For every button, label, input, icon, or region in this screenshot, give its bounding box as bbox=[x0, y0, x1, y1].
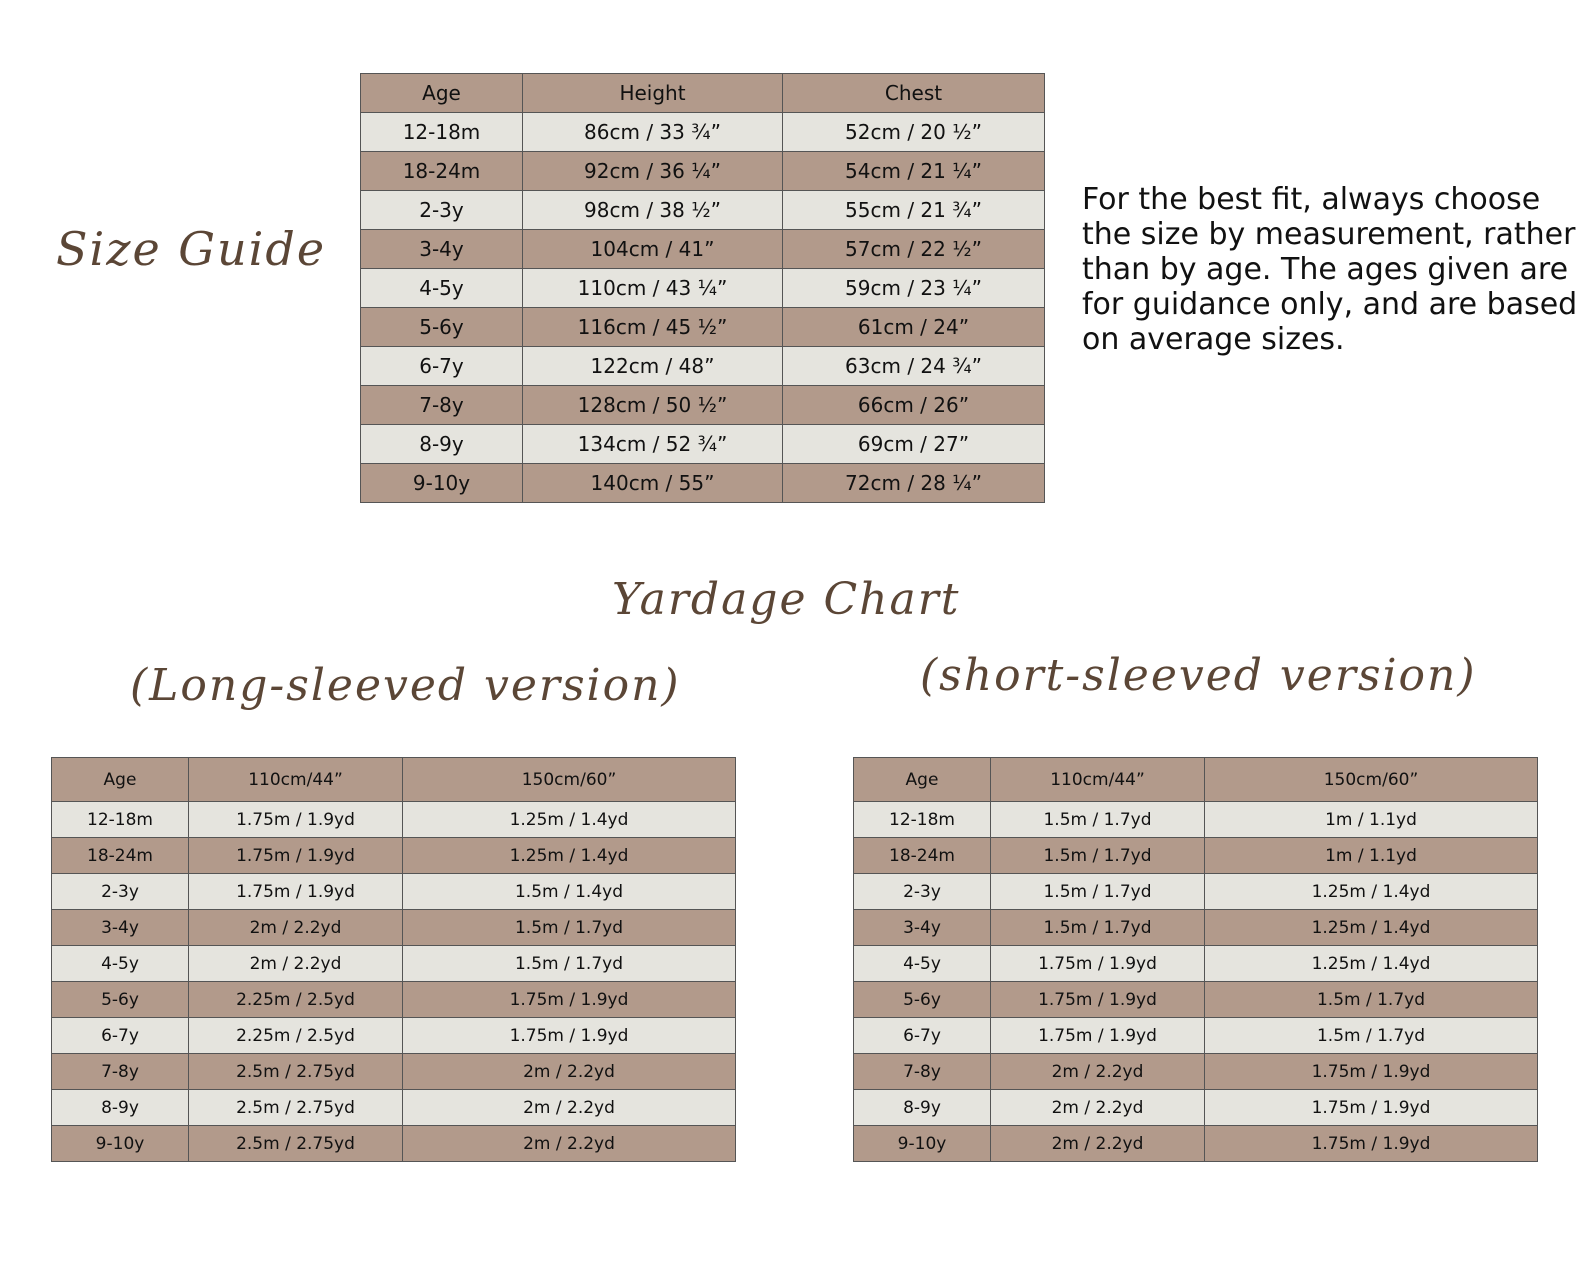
age-cell: 18-24m bbox=[854, 838, 991, 874]
age-cell: 5-6y bbox=[52, 982, 189, 1018]
value-cell: 1.5m / 1.7yd bbox=[403, 946, 736, 982]
header-age: Age bbox=[52, 758, 189, 802]
value-cell: 1.75m / 1.9yd bbox=[189, 802, 403, 838]
age-cell: 3-4y bbox=[52, 910, 189, 946]
table-row bbox=[361, 464, 1045, 503]
header-chest: Chest bbox=[783, 74, 1045, 113]
age-cell: 4-5y bbox=[854, 946, 991, 982]
value-cell: 2m / 2.2yd bbox=[991, 1126, 1205, 1162]
age-cell: 3-4y bbox=[854, 910, 991, 946]
header-height: Height bbox=[523, 74, 783, 113]
value-cell: 98cm / 38 ½” bbox=[523, 191, 783, 230]
long-sleeved-title: (Long-sleeved version) bbox=[130, 660, 681, 711]
table-row bbox=[361, 113, 1045, 152]
value-cell: 134cm / 52 ¾” bbox=[523, 425, 783, 464]
table-row bbox=[52, 802, 736, 838]
age-cell: 6-7y bbox=[854, 1018, 991, 1054]
table-row bbox=[361, 425, 1045, 464]
size-guide-title: Size Guide bbox=[56, 222, 327, 276]
age-cell: 2-3y bbox=[52, 874, 189, 910]
value-cell: 61cm / 24” bbox=[783, 308, 1045, 347]
value-cell: 1.5m / 1.7yd bbox=[991, 910, 1205, 946]
value-cell: 140cm / 55” bbox=[523, 464, 783, 503]
value-cell: 1.25m / 1.4yd bbox=[1205, 874, 1538, 910]
value-cell: 1.25m / 1.4yd bbox=[1205, 946, 1538, 982]
age-cell: 8-9y bbox=[854, 1090, 991, 1126]
table-row bbox=[52, 946, 736, 982]
table-row bbox=[854, 838, 1538, 874]
age-cell: 12-18m bbox=[854, 802, 991, 838]
age-cell: 2-3y bbox=[854, 874, 991, 910]
value-cell: 1m / 1.1yd bbox=[1205, 838, 1538, 874]
value-cell: 1.75m / 1.9yd bbox=[189, 838, 403, 874]
table-row bbox=[854, 1054, 1538, 1090]
table-row bbox=[361, 191, 1045, 230]
age-cell: 8-9y bbox=[52, 1090, 189, 1126]
header-age: Age bbox=[854, 758, 991, 802]
table-row bbox=[52, 1054, 736, 1090]
age-cell: 5-6y bbox=[361, 308, 523, 347]
value-cell: 1.75m / 1.9yd bbox=[991, 946, 1205, 982]
value-cell: 1.75m / 1.9yd bbox=[991, 982, 1205, 1018]
value-cell: 1.25m / 1.4yd bbox=[403, 838, 736, 874]
value-cell: 1.5m / 1.7yd bbox=[991, 802, 1205, 838]
value-cell: 1.75m / 1.9yd bbox=[991, 1018, 1205, 1054]
size-guide-table bbox=[360, 73, 1045, 503]
table-header-row bbox=[361, 74, 1045, 113]
short-sleeved-yardage-table bbox=[853, 757, 1538, 1162]
age-cell: 7-8y bbox=[361, 386, 523, 425]
value-cell: 122cm / 48” bbox=[523, 347, 783, 386]
value-cell: 116cm / 45 ½” bbox=[523, 308, 783, 347]
age-cell: 2-3y bbox=[361, 191, 523, 230]
value-cell: 104cm / 41” bbox=[523, 230, 783, 269]
table-row bbox=[854, 802, 1538, 838]
table-row bbox=[854, 982, 1538, 1018]
age-cell: 6-7y bbox=[52, 1018, 189, 1054]
table-row bbox=[52, 1018, 736, 1054]
table-row bbox=[361, 308, 1045, 347]
long-sleeved-yardage-table bbox=[51, 757, 736, 1162]
value-cell: 63cm / 24 ¾” bbox=[783, 347, 1045, 386]
header-110cm: 110cm/44” bbox=[189, 758, 403, 802]
value-cell: 1.75m / 1.9yd bbox=[403, 982, 736, 1018]
table-row bbox=[854, 1018, 1538, 1054]
value-cell: 52cm / 20 ½” bbox=[783, 113, 1045, 152]
value-cell: 55cm / 21 ¾” bbox=[783, 191, 1045, 230]
age-cell: 18-24m bbox=[52, 838, 189, 874]
age-cell: 12-18m bbox=[361, 113, 523, 152]
value-cell: 1.5m / 1.7yd bbox=[1205, 1018, 1538, 1054]
fit-note: For the best fit, always choose the size by measurement, rather than by age. The ages given are for guidance only, and are based on average sizes. bbox=[1082, 182, 1578, 357]
value-cell: 1.25m / 1.4yd bbox=[1205, 910, 1538, 946]
value-cell: 2m / 2.2yd bbox=[991, 1090, 1205, 1126]
value-cell: 59cm / 23 ¼” bbox=[783, 269, 1045, 308]
table-row bbox=[854, 1126, 1538, 1162]
value-cell: 2m / 2.2yd bbox=[403, 1054, 736, 1090]
value-cell: 2m / 2.2yd bbox=[403, 1126, 736, 1162]
table-row bbox=[52, 910, 736, 946]
value-cell: 1.5m / 1.7yd bbox=[1205, 982, 1538, 1018]
header-110cm: 110cm/44” bbox=[991, 758, 1205, 802]
age-cell: 4-5y bbox=[361, 269, 523, 308]
value-cell: 1.5m / 1.7yd bbox=[991, 838, 1205, 874]
value-cell: 1.75m / 1.9yd bbox=[403, 1018, 736, 1054]
table-row bbox=[52, 982, 736, 1018]
table-row bbox=[361, 386, 1045, 425]
table-row bbox=[361, 269, 1045, 308]
value-cell: 1.75m / 1.9yd bbox=[1205, 1054, 1538, 1090]
short-sleeved-title: (short-sleeved version) bbox=[920, 650, 1477, 701]
value-cell: 1.75m / 1.9yd bbox=[1205, 1090, 1538, 1126]
age-cell: 7-8y bbox=[52, 1054, 189, 1090]
value-cell: 2m / 2.2yd bbox=[991, 1054, 1205, 1090]
table-row bbox=[361, 230, 1045, 269]
age-cell: 6-7y bbox=[361, 347, 523, 386]
table-row bbox=[361, 347, 1045, 386]
age-cell: 9-10y bbox=[361, 464, 523, 503]
age-cell: 8-9y bbox=[361, 425, 523, 464]
table-header-row bbox=[52, 758, 736, 802]
value-cell: 2m / 2.2yd bbox=[189, 910, 403, 946]
table-row bbox=[52, 874, 736, 910]
value-cell: 110cm / 43 ¼” bbox=[523, 269, 783, 308]
table-row bbox=[52, 1090, 736, 1126]
table-row bbox=[854, 874, 1538, 910]
value-cell: 1.5m / 1.4yd bbox=[403, 874, 736, 910]
value-cell: 54cm / 21 ¼” bbox=[783, 152, 1045, 191]
header-150cm: 150cm/60” bbox=[1205, 758, 1538, 802]
age-cell: 4-5y bbox=[52, 946, 189, 982]
header-150cm: 150cm/60” bbox=[403, 758, 736, 802]
age-cell: 3-4y bbox=[361, 230, 523, 269]
value-cell: 128cm / 50 ½” bbox=[523, 386, 783, 425]
age-cell: 7-8y bbox=[854, 1054, 991, 1090]
value-cell: 1.25m / 1.4yd bbox=[403, 802, 736, 838]
value-cell: 2.25m / 2.5yd bbox=[189, 1018, 403, 1054]
header-age: Age bbox=[361, 74, 523, 113]
age-cell: 18-24m bbox=[361, 152, 523, 191]
value-cell: 92cm / 36 ¼” bbox=[523, 152, 783, 191]
age-cell: 9-10y bbox=[854, 1126, 991, 1162]
value-cell: 2m / 2.2yd bbox=[403, 1090, 736, 1126]
table-row bbox=[854, 910, 1538, 946]
value-cell: 1.5m / 1.7yd bbox=[403, 910, 736, 946]
age-cell: 5-6y bbox=[854, 982, 991, 1018]
value-cell: 1.5m / 1.7yd bbox=[991, 874, 1205, 910]
value-cell: 1.75m / 1.9yd bbox=[1205, 1126, 1538, 1162]
value-cell: 86cm / 33 ¾” bbox=[523, 113, 783, 152]
table-row bbox=[854, 946, 1538, 982]
value-cell: 2.5m / 2.75yd bbox=[189, 1126, 403, 1162]
value-cell: 66cm / 26” bbox=[783, 386, 1045, 425]
table-row bbox=[361, 152, 1045, 191]
value-cell: 2m / 2.2yd bbox=[189, 946, 403, 982]
value-cell: 1m / 1.1yd bbox=[1205, 802, 1538, 838]
value-cell: 2.5m / 2.75yd bbox=[189, 1054, 403, 1090]
value-cell: 1.75m / 1.9yd bbox=[189, 874, 403, 910]
age-cell: 12-18m bbox=[52, 802, 189, 838]
value-cell: 57cm / 22 ½” bbox=[783, 230, 1045, 269]
value-cell: 2.25m / 2.5yd bbox=[189, 982, 403, 1018]
table-header-row bbox=[854, 758, 1538, 802]
table-row bbox=[52, 1126, 736, 1162]
table-row bbox=[854, 1090, 1538, 1126]
value-cell: 69cm / 27” bbox=[783, 425, 1045, 464]
age-cell: 9-10y bbox=[52, 1126, 189, 1162]
value-cell: 72cm / 28 ¼” bbox=[783, 464, 1045, 503]
table-row bbox=[52, 838, 736, 874]
value-cell: 2.5m / 2.75yd bbox=[189, 1090, 403, 1126]
yardage-chart-title: Yardage Chart bbox=[612, 574, 961, 625]
